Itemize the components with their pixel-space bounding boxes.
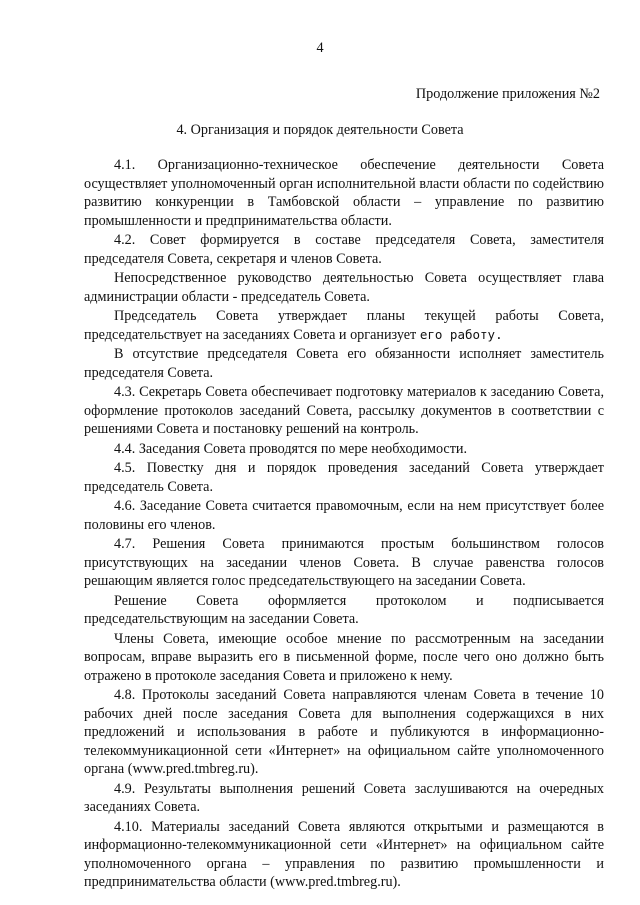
paragraph-dissent: Члены Совета, имеющие особое мнение по рассмотренным на заседании вопросам, вправе выразить его в письменной форме, после чего оно должно быть отражено в протоколе заседания Совета и приложено к нему. xyxy=(84,630,604,684)
paragraph-chairman-duties xyxy=(84,307,604,344)
paragraph-4-8: 4.8. Протоколы заседаний Совета направляются членам Совета в течение 10 рабочих дней после заседания Совета для выполнения содержащихся в них предложений и использования в работе и публикуются в информационно-телекоммуникационной сети «Интернет» на официальном сайте уполномоченного органа (www.pred.tmbreg.ru). xyxy=(84,687,604,777)
appendix-note: Продолжение приложения №2 xyxy=(415,86,600,102)
paragraph-decision-protocol: Решение Совета оформляется протоколом и подписывается председательствующим на заседании Совета. xyxy=(84,592,604,627)
chairman-text: Председатель Совета утверждает планы текущей работы Совета, председательствует на заседаниях Совета и организует xyxy=(84,308,604,343)
paragraph-deputy: В отсутствие председателя Совета его обязанности исполняет заместитель председателя Совета. xyxy=(84,346,604,381)
paragraph-4-1: 4.1. Организационно-техническое обеспечение деятельности Совета осуществляет уполномоченный орган исполнительной власти области по содействию развитию конкуренции в Тамбовской области – управление по развитию промышленности и предпринимательства области. xyxy=(84,157,604,229)
paragraph-4-10: 4.10. Материалы заседаний Совета являются открытыми и размещаются в информационно-телекоммуникационной сети «Интернет» на официальном сайте уполномоченного органа – управления по развитию промышленности и предпринимательства области (www.pred.tmbreg.ru). xyxy=(84,818,604,890)
page-number: 4 xyxy=(316,40,324,56)
typed-insert: его работу. xyxy=(419,326,503,342)
document-body xyxy=(84,156,604,892)
section-title: 4. Организация и порядок деятельности Совета xyxy=(176,122,464,138)
paragraph-4-3: 4.3. Секретарь Совета обеспечивает подготовку материалов к заседанию Совета, оформление протоколов заседаний Совета, рассылку документов в соответствии с решениями Совета и постановку решений на контроль. xyxy=(84,384,604,437)
paragraph-4-9: 4.9. Результаты выполнения решений Совета заслушиваются на очередных заседаниях Совета. xyxy=(84,780,604,815)
paragraph-direct-management: Непосредственное руководство деятельностью Совета осуществляет глава администрации области - председатель Совета. xyxy=(84,270,604,305)
paragraph-4-2: 4.2. Совет формируется в составе председателя Совета, заместителя председателя Совета, секретаря и членов Совета. xyxy=(84,232,604,267)
paragraph-4-4: 4.4. Заседания Совета проводятся по мере необходимости. xyxy=(114,440,468,457)
paragraph-4-6: 4.6. Заседание Совета считается правомочным, если на нем присутствует более половины его членов. xyxy=(84,498,604,533)
paragraph-4-7: 4.7. Решения Совета принимаются простым большинством голосов присутствующих на заседании членов Совета. В случае равенства голосов решающим является голос председательствующего на заседании Совета. xyxy=(84,536,604,589)
paragraph-4-5: 4.5. Повестку дня и порядок проведения заседаний Совета утверждает председатель Совета. xyxy=(84,460,604,495)
